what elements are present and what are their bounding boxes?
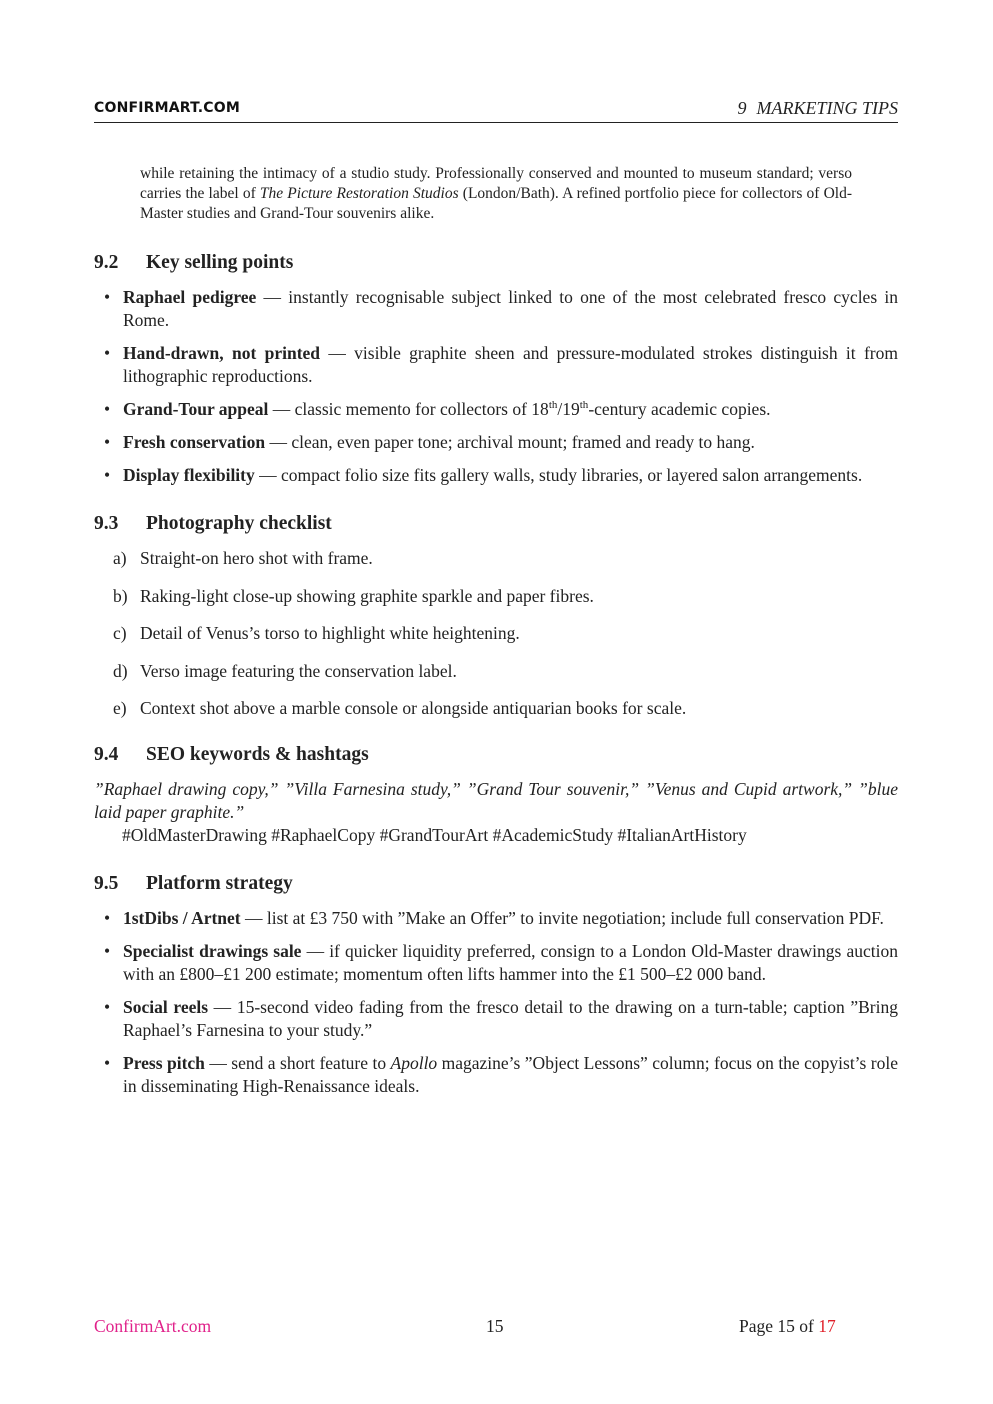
item-text: — send a short feature to [204,1053,391,1073]
main-content [94,164,898,1122]
intro-paragraph [140,164,852,224]
bullet-icon: • [104,997,111,1017]
item-label: Hand-drawn, not printed [123,343,321,363]
intro-text-before: while retaining the intimacy of a studio study. Professionally conserved and mounted to museum standard; verso carries the label of [140,165,852,202]
item-label: Fresh conservation [123,432,266,452]
item-text: -century academic copies. [588,399,771,419]
item-text: — compact folio size fits gallery walls, study libraries, or layered salon arrangements. [254,465,863,485]
photography-checklist [94,547,898,720]
list-item [94,907,898,930]
section-heading-9-2 [94,250,898,276]
running-head-number: 9 [737,98,747,118]
superscript: th [579,399,589,412]
item-text: Context shot above a marble console or alongside antiquarian books for scale. [140,698,687,718]
list-marker: b) [113,585,128,606]
confirmart-logo: CONFIRMART.COM [94,100,241,116]
section-title: Photography checklist [146,513,332,534]
running-head [738,98,899,119]
list-item [94,940,898,986]
section-title: Key selling points [146,252,294,273]
bullet-icon: • [104,465,111,485]
bullet-icon: • [104,343,111,363]
bullet-icon: • [104,399,111,419]
section-number: 9.4 [94,744,119,765]
item-text: Straight-on hero shot with frame. [140,548,373,568]
list-marker: c) [113,623,127,643]
superscript: th [548,399,558,412]
item-text: — clean, even paper tone; archival mount; framed and ready to hang. [265,432,755,452]
list-item [94,431,898,454]
section-title: SEO keywords & hashtags [146,744,369,765]
intro-text-after: (London/Bath). A refined portfolio piece for collectors of Old-Master studies and Grand-Tour souvenirs alike. [140,185,852,222]
item-text: — instantly recognisable subject linked to one of the most celebrated fresco cycles in Rome. [123,287,898,330]
list-item [94,585,898,608]
item-italic: Apollo [390,1053,438,1073]
hashtags: #OldMasterDrawing #RaphaelCopy #GrandTourArt #AcademicStudy #ItalianArtHistory [122,825,747,845]
bullet-icon: • [104,1053,111,1073]
footer-site-link[interactable]: ConfirmArt.com [94,1316,212,1336]
section-number: 9.2 [94,252,119,273]
section-heading-9-5 [94,871,898,897]
item-text: — list at £3 750 with ”Make an Offer” to invite negotiation; include full conservation PDF. [240,908,884,928]
bullet-icon: • [104,941,111,961]
bullet-icon: • [104,287,111,307]
item-text: — visible graphite sheen and pressure-modulated strokes distinguish it from lithographic reproductions. [123,343,898,386]
item-text: Verso image featuring the conservation label. [140,660,457,681]
running-head-title: MARKETING TIPS [756,98,898,118]
list-item [94,547,898,570]
section-heading-9-4 [94,742,898,768]
item-text: Raking-light close-up showing graphite sparkle and paper fibres. [140,585,594,606]
list-item [94,342,898,388]
item-label: Specialist drawings sale [123,941,302,961]
intro-italic: The Picture Restoration Studios [259,185,459,202]
page-total-link[interactable]: 17 [818,1316,836,1336]
item-label: Raphael pedigree [123,287,257,307]
section-number: 9.5 [94,873,119,894]
bullet-icon: • [104,432,111,452]
list-item [94,660,898,683]
footer-page-of [739,1316,836,1337]
bullet-icon: • [104,908,111,928]
item-label: Grand-Tour appeal [123,399,269,419]
item-label: 1stDibs / Artnet [123,908,241,928]
item-text: magazine’s ”Object Lessons” column; focus on the copyist’s role in disseminating High-Renaissance ideals. [123,1053,899,1096]
platform-strategy-list [94,907,898,1098]
list-marker: d) [113,660,128,681]
selling-points-list [94,286,898,487]
list-item [94,1052,898,1098]
list-marker: a) [113,548,127,568]
item-text: Detail of Venus’s torso to highlight white heightening. [140,623,520,643]
page-of-prefix: Page 15 of [739,1316,819,1336]
item-text: — 15-second video fading from the fresco detail to the drawing on a turn-table; caption ”Bring Raphael’s Farnesina to your study.” [123,997,898,1040]
list-item [94,398,898,421]
list-marker: e) [113,698,127,718]
item-text: /19 [557,399,580,419]
item-label: Display flexibility [123,465,255,485]
list-item [94,464,898,487]
section-title: Platform strategy [146,873,293,894]
seo-keywords: ”Raphael drawing copy,” ”Villa Farnesina study,” ”Grand Tour souvenir,” ”Venus and Cupid artwork,” ”blue laid paper graphite.” [94,779,898,822]
footer-page-number: 15 [486,1316,504,1336]
page-header [94,98,898,123]
section-number: 9.3 [94,513,119,534]
list-item [94,996,898,1042]
section-heading-9-3 [94,511,898,537]
list-item [94,622,898,645]
list-item [94,286,898,332]
item-text: — classic memento for collectors of 18 [268,399,549,419]
item-label: Social reels [123,997,209,1017]
item-label: Press pitch [123,1053,205,1073]
list-item [94,697,898,720]
item-text: — if quicker liquidity preferred, consign to a London Old-Master drawings auction with an £800–£1 200 estimate; momentum often lifts hammer into the £1 500–£2 000 band. [123,941,898,984]
